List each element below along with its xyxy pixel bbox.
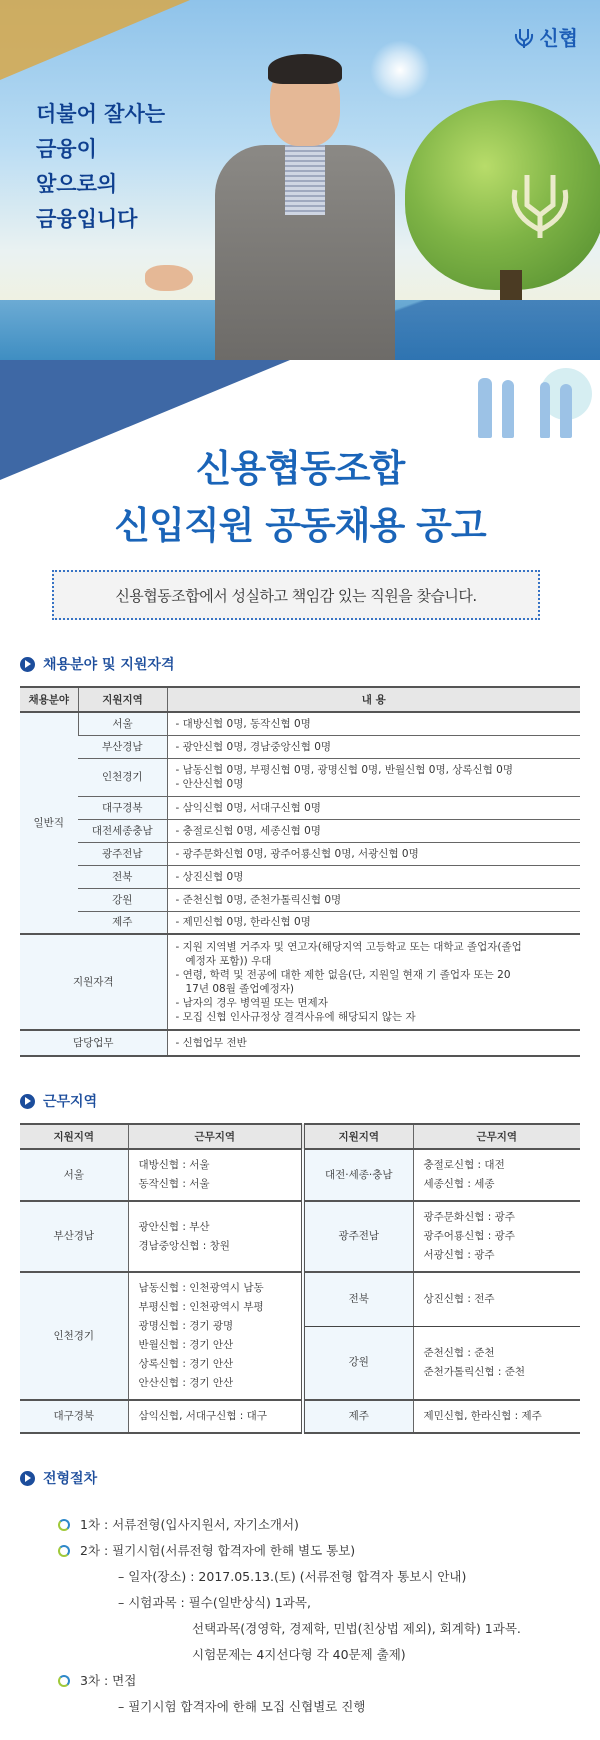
title-area	[0, 360, 600, 547]
table-row: 대전세종충남 - 충절로신협 0명, 세종신협 0명	[20, 819, 580, 842]
table-row: 강원 준천신협 : 준천 준천가톨릭신협 : 준천	[20, 1326, 580, 1400]
table-row: 부산경남 광안신협 : 부산 경남중앙신협 : 창원 광주전남 광주문화신협 : 광주 광주어룡신협 : 광주 서광신협 : 광주	[20, 1201, 580, 1272]
table-row: 일반직 서울 - 대방신협 0명, 동작신협 0명	[20, 712, 580, 735]
section-title: 채용분야 및 지원자격	[20, 654, 580, 674]
qualification-row: 지원자격 - 지원 지역별 거주자 및 연고자(해당지역 고등학교 또는 대학교 졸업자(졸업 예정자 포함)) 우대 - 연령, 학력 및 전공에 대한 제한 없음(단, 지원일 현재 기 졸업자 또는 20 17년 08월 졸업예정자) - 남자의 경우 병역필 또는 면제자 - 모집 신협 인사규정상 결격사유에 해당되지 않는 자	[20, 934, 580, 1030]
work-location-table: 지원지역 근무지역 지원지역 근무지역 서울 대방신협 : 서울 동작신협 : 서울 대전·세종·충남 충절로신협 : 대전 세종신협 : 세종 부산경남 광안신협 : 부산 경남중앙신협 : 창원 광주전남 광주문화신협 : 광주 광주어룡신협 : 광주 서광신협 : 광주 인천경기 남동신협 : 인천광역시 남동 부평신협 : 인천광역시 부평 광명신협 : 경기 광명 반월신협 : 경기 안산 상록신협 : 경기 안산 안산신협 : 경기 안산 전북 상진신협 : 전주 강원 준천신협 : 준천 준천가톨릭신협 : 준천 대구경북 삼익신협, 서대구신협 : 대구 제주 제민신협, 한라신협 : 제주	[20, 1123, 580, 1434]
section-title: 전형절차	[20, 1468, 580, 1488]
table-row: 제주 - 제민신협 0명, 한라신협 0명	[20, 911, 580, 934]
table-row: 대구경북 삼익신협, 서대구신협 : 대구 제주 제민신협, 한라신협 : 제주	[20, 1400, 580, 1433]
table-row: 광주전남 - 광주문화신협 0명, 광주어룡신협 0명, 서광신협 0명	[20, 842, 580, 865]
category-cell: 일반직	[20, 712, 78, 934]
ring-bullet-icon	[58, 1519, 70, 1531]
table-row: 전북 - 상진신협 0명	[20, 865, 580, 888]
table-row: 서울 대방신협 : 서울 동작신협 : 서울 대전·세종·충남 충절로신협 : 대전 세종신협 : 세종	[20, 1149, 580, 1201]
table-row: 부산경남 - 광안신협 0명, 경남중앙신협 0명	[20, 735, 580, 758]
section-title: 근무지역	[20, 1091, 580, 1111]
section-selection-process	[0, 1468, 600, 1740]
recruitment-table: 채용분야 지원지역 내 용 일반직 서울 - 대방신협 0명, 동작신협 0명 부산경남 - 광안신협 0명, 경남중앙신협 0명 인천경기 - 남동신협 0명, 부평신협 0명, 광명신협 0명, 반월신협 0명, 상록신협 0명 - 안산신협 0명 대구경북 - 삼익신협 0명, 서대구신협 0명 대전세종충남 - 충절로신협 0명, 세종신협 0명 광주전남 - 광주문화신협 0명, 광주어룡신협 0명, 서광신협 0명 전북 - 상진신협 0명 강원 - 준천신협 0명, 준천가톨릭신협 0명 제주 - 제민신협 0명, 한라신협 0명 지원자격 - 지원 지역별 거주자 및 연고자(해당지역 고등학교 또는 대학교 졸업자(졸업 예정자 포함)) 우대 - 연령, 학력 및 전공에 대한 제한 없음(단, 지원일 현재 기 졸업자 또는 20 17년 08월 졸업예정자) - 남자의 경우 병역필 또는 면제자 - 모집 신협 인사규정상 결격사유에 해당되지 않는 자 담당업무 - 신협업무 전반	[20, 686, 580, 1057]
hero-banner	[0, 0, 600, 360]
process-step-2: 2차 : 필기시험(서류전형 합격자에 한해 별도 통보)	[58, 1538, 580, 1564]
table-row: 대구경북 - 삼익신협 0명, 서대구신협 0명	[20, 796, 580, 819]
shinhyup-emblem-icon	[505, 160, 575, 240]
play-circle-icon	[20, 1094, 35, 1109]
slogan-box: 신용협동조합에서 성실하고 책임감 있는 직원을 찾습니다.	[52, 570, 540, 620]
spokesperson-image	[200, 50, 410, 360]
gold-band-decoration	[0, 0, 190, 80]
table-row: 인천경기 남동신협 : 인천광역시 남동 부평신협 : 인천광역시 부평 광명신협 : 경기 광명 반월신협 : 경기 안산 상록신협 : 경기 안산 안산신협 : 경기 안산 전북 상진신협 : 전주	[20, 1272, 580, 1326]
ring-bullet-icon	[58, 1545, 70, 1557]
process-list: 1차 : 서류전형(입사지원서, 자기소개서) 2차 : 필기시험(서류전형 합격자에 한해 별도 통보) – 일자(장소) : 2017.05.13.(토) (서류전형 합격자 통보시 안내) – 시험과목 : 필수(일반상식) 1과목, 선택과목(경영학, 경제학, 민법(친상법 제외), 회계학) 1과목. 시험문제는 4지선다형 각 40문제 출제) 3차 : 면접 – 필기시험 합격자에 한해 모집 신협별로 진행	[20, 1500, 580, 1740]
people-silhouettes-icon	[478, 378, 572, 438]
table-row: 인천경기 - 남동신협 0명, 부평신협 0명, 광명신협 0명, 반월신협 0명, 상록신협 0명 - 안산신협 0명	[20, 758, 580, 796]
section-work-locations	[0, 1091, 600, 1434]
hero-headline: 더불어 잘사는 금융이 앞으로의 금융입니다	[36, 102, 166, 231]
shinhyup-logo: 신협	[513, 22, 578, 51]
process-step-3: 3차 : 면접	[58, 1668, 580, 1694]
duty-row: 담당업무 - 신협업무 전반	[20, 1030, 580, 1056]
table-row: 강원 - 준천신협 0명, 준천가톨릭신협 0명	[20, 888, 580, 911]
process-step-1: 1차 : 서류전형(입사지원서, 자기소개서)	[58, 1512, 580, 1538]
ring-bullet-icon	[58, 1675, 70, 1687]
play-circle-icon	[20, 1471, 35, 1486]
shinhyup-logo-icon	[513, 26, 535, 48]
play-circle-icon	[20, 657, 35, 672]
section-recruitment-fields	[0, 654, 600, 1057]
page-title: 신용협동조합 신입직원 공동채용 공고	[114, 447, 486, 547]
